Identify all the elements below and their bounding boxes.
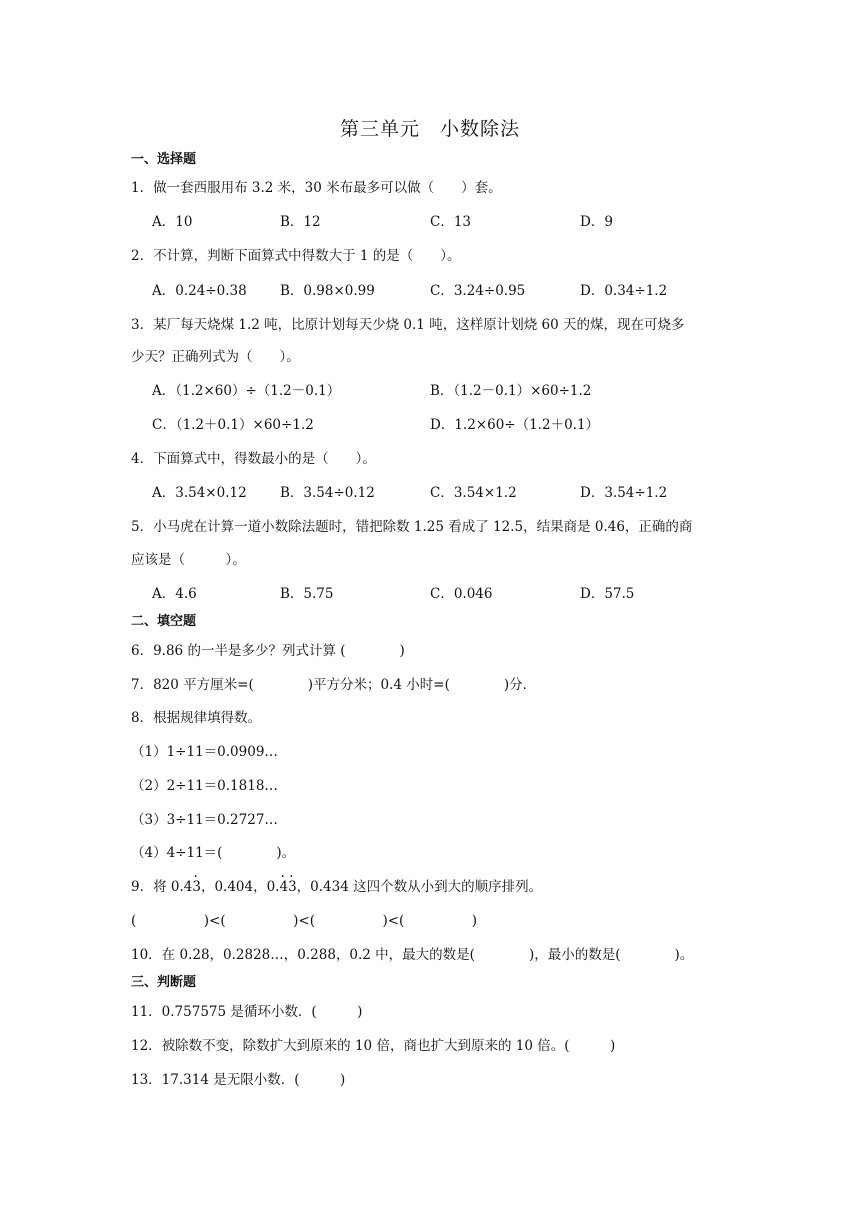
section-heading-choice: 一、选择题 [131,152,197,167]
question-3-line-1: 3．某厂每天烧煤 1.2 吨，比原计划每天少烧 0.1 吨，这样原计划烧 60 天的煤，现在可烧多 [131,317,685,333]
q8-pattern-2: （2）2÷11＝0.1818… [131,778,278,794]
q2-option-b: B．0.98×0.99 [280,283,375,299]
q4-option-d: D．3.54÷1.2 [580,485,668,501]
question-2: 2．不计算，判断下面算式中得数大于 1 的是（ ）。 [131,248,461,264]
q8-pattern-3: （3）3÷11＝0.2727… [131,812,278,828]
question-12: 12．被除数不变，除数扩大到原来的 10 倍，商也扩大到原来的 10 倍。( ) [131,1038,616,1054]
question-6: 6．9.86 的一半是多少？列式计算 ( ) [131,643,405,659]
q8-pattern-1: （1）1÷11＝0.0909… [131,744,278,760]
q9-text-start: 9．将 0.4 [131,879,193,895]
q4-option-a: A．3.54×0.12 [152,485,247,501]
q9-text-middle: ，0.404，0. [200,879,280,895]
q1-option-b: B．12 [280,214,321,230]
question-8: 8．根据规律填得数。 [131,710,262,726]
q1-option-d: D．9 [580,214,613,230]
question-11: 11．0.757575 是循环小数．( ) [131,1004,363,1020]
q3-option-d: D．1.2×60÷（1.2＋0.1） [430,417,600,433]
q8-pattern-4: （4）4÷11＝( )。 [131,845,296,861]
q9-repeating-digit: 4 · [279,879,288,895]
question-7: 7．820 平方厘米=( )平方分米；0.4 小时=( )分． [131,677,537,693]
q1-option-a: A．10 [152,214,193,230]
question-1: 1．做一套西服用布 3.2 米，30 米布最多可以做（ ）套。 [131,180,502,196]
question-5-line-1: 5．小马虎在计算一道小数除法题时，错把除数 1.25 看成了 12.5，结果商是 0.46，正确的商 [131,519,693,535]
q5-option-c: C．0.046 [430,586,493,602]
section-heading-judge: 三、判断题 [131,975,197,990]
question-5-line-2: 应该是（ ）。 [131,552,246,568]
q9-repeating-digit: 3 · [192,879,201,895]
question-3-line-2: 少天？正确列式为（ ）。 [131,349,300,365]
q9-text-end: ，0.434 这四个数从小到大的顺序排列。 [296,879,543,895]
q5-option-d: D．57.5 [580,586,635,602]
section-heading-fill: 二、填空题 [131,614,197,629]
question-10: 10．在 0.28，0.2828…，0.288，0.2 中，最大的数是( )，最小的数是( )。 [131,947,694,963]
q5-option-b: B．5.75 [280,586,334,602]
q4-option-c: C．3.54×1.2 [430,485,517,501]
q2-option-a: A．0.24÷0.38 [152,283,247,299]
page-title: 第三单元 小数除法 [339,118,520,140]
q1-option-c: C．13 [430,214,472,230]
q2-option-c: C．3.24÷0.95 [430,283,526,299]
q4-option-b: B．3.54÷0.12 [280,485,375,501]
question-9 [131,877,542,897]
q3-option-c: C．（1.2＋0.1）×60÷1.2 [152,417,314,433]
q2-option-d: D．0.34÷1.2 [580,283,668,299]
q9-answer-blanks: ( )<( )<( )<( ) [131,913,478,929]
q9-repeating-digit: 3 · [288,879,297,895]
question-4: 4．下面算式中，得数最小的是（ ）。 [131,451,376,467]
q3-option-a: A．（1.2×60）÷（1.2－0.1） [152,383,341,399]
question-13: 13．17.314 是无限小数．( ) [131,1072,346,1088]
q3-option-b: B．（1.2－0.1）×60÷1.2 [430,383,592,399]
q5-option-a: A．4.6 [152,586,197,602]
